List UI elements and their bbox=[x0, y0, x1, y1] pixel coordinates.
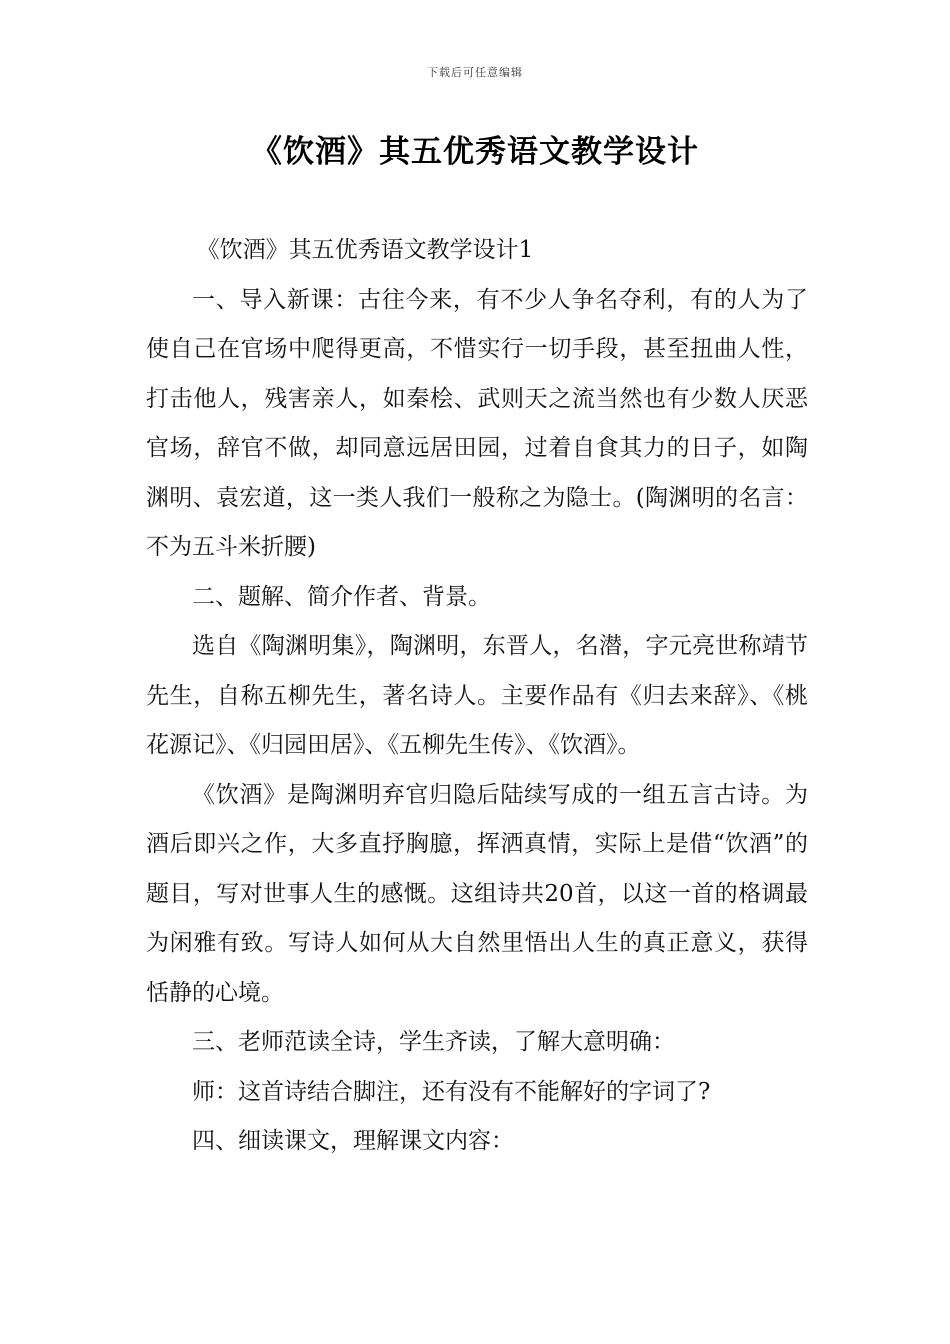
paragraph-teacher-question: 师：这首诗结合脚注，还有没有不能解好的字词了? bbox=[192, 1078, 711, 1105]
paragraph-introduction: 一、导入新课：古往今来，有不少人争名夺利，有的人为了使自己在官场中爬得更高，不惜实行一切手段，甚至扭曲人性，打击他人，残害亲人，如秦桧、武则天之流当然也有少数人厌恶官场，辞官不做，却同意远居田园，过着自食其力的日子，如陶渊明、袁宏道，这一类人我们一般称之为隐士。(陶渊明的名言：不为五斗米折腰) bbox=[146, 286, 808, 560]
paragraph-heading-author: 二、题解、简介作者、背景。 bbox=[192, 583, 491, 610]
paragraph-heading-close-reading: 四、细读课文，理解课文内容： bbox=[192, 1128, 514, 1154]
document-body bbox=[146, 226, 808, 1167]
document-title: 《饮酒》其五优秀语文教学设计 bbox=[251, 134, 699, 170]
page-header-note: 下载后可任意编辑 bbox=[427, 66, 523, 79]
paragraph-heading-reading: 三、老师范读全诗，学生齐读，了解大意明确： bbox=[192, 1029, 675, 1055]
paragraph-author-bio: 选自《陶渊明集》，陶渊明，东晋人，名潜，字元亮世称靖节先生，自称五柳先生，著名诗人。主要作品有《归去来辞》、《桃花源记》、《归园田居》、《五柳先生传》、《饮酒》。 bbox=[146, 633, 808, 758]
paragraph-poem-background: 《饮酒》是陶渊明弃官归隐后陆续写成的一组五言古诗。为酒后即兴之作，大多直抒胸臆，挥洒真情，实际上是借“饮酒”的题目，写对世事人生的感慨。这组诗共20首，以这一首的格调最为闲雅有致。写诗人如何从大自然里悟出人生的真正意义，获得恬静的心境。 bbox=[146, 781, 808, 1006]
section-subtitle: 《饮酒》其五优秀语文教学设计1 bbox=[196, 237, 534, 263]
